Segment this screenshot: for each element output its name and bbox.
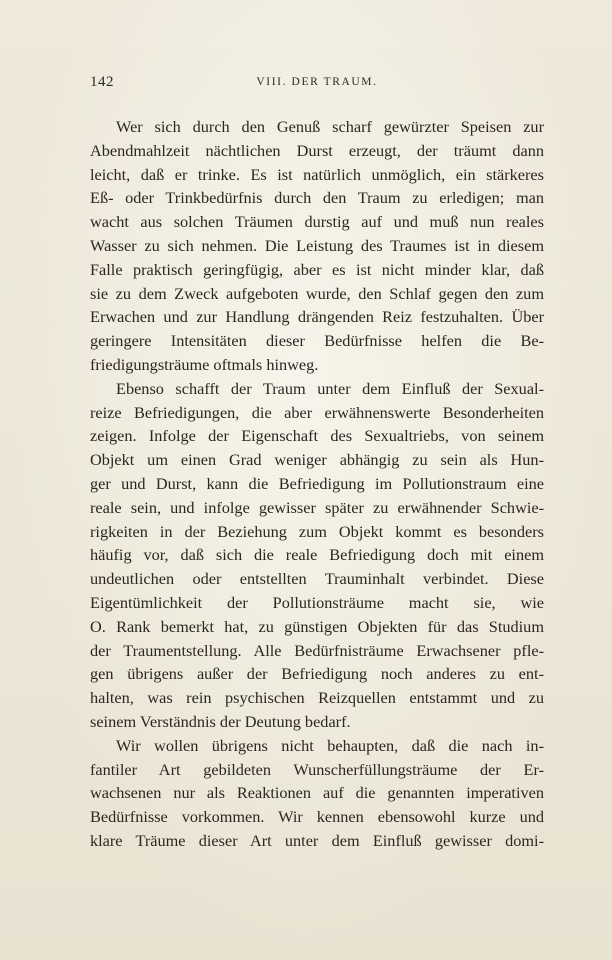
text-line: O. Rank bemerkt hat, zu günstigen Objekten für das Studium [90,616,544,636]
body-text [90,115,544,853]
text-line: sie zu dem Zweck aufgeboten wurde, den Schlaf gegen den zum [90,283,544,303]
text-line: fantiler Art gebildeten Wunscherfüllungsträume der Er- [90,759,544,779]
text-line: Wasser zu sich nehmen. Die Leistung des Traumes ist in diesem [90,235,544,255]
text-line: leicht, daß er trinke. Es ist natürlich unmöglich, ein stärkeres [90,164,544,184]
text-line: klare Träume dieser Art unter dem Einfluß gewisser domi- [90,830,544,850]
text-line: Abendmahlzeit nächtlichen Durst erzeugt, der träumt dann [90,140,544,160]
text-line: Eß- oder Trinkbedürfnis durch den Traum zu erledigen; man [90,188,544,208]
page-number: 142 [90,74,114,90]
text-line: gen übrigens außer der Befriedigung noch anderes zu ent- [90,664,544,684]
text-line: ger und Durst, kann die Befriedigung im Pollutionstraum eine [90,473,544,493]
text-line: Wer sich durch den Genuß scharf gewürzter Speisen zur [116,117,544,136]
text-line: Ebenso schafft der Traum unter dem Einfluß der Sexual- [116,378,544,398]
text-line: Objekt um einen Grad weniger abhängig zu sein als Hun- [90,450,544,470]
text-line: wachsenen nur als Reaktionen auf die genannten imperativen [90,783,544,803]
text-line: Erwachen und zur Handlung drängenden Reiz festzuhalten. Über [90,307,544,327]
text-line: zeigen. Infolge der Eigenschaft des Sexualtriebs, von seinem [90,426,544,446]
text-line: Falle praktisch geringfügig, aber es ist nicht minder klar, daß [90,259,544,279]
text-line: seinem Verständnis der Deutung bedarf. [90,711,351,731]
text-line: undeutlichen oder entstellten Trauminhalt verbindet. Diese [90,569,544,589]
text-line: der Traumentstellung. Alle Bedürfnisträume Erwachsener pfle- [90,640,544,660]
text-line: Bedürfnisse vorkommen. Wir kennen ebensowohl kurze und [90,807,544,827]
text-line: wacht aus solchen Träumen durstig auf und muß nun reales [90,212,544,232]
text-line: Wir wollen übrigens nicht behaupten, daß die nach in- [116,735,544,755]
paragraph-3 [90,734,544,853]
text-line: geringere Intensitäten dieser Bedürfnisse helfen die Be- [90,331,544,351]
text-line: reale sein, und infolge gewisser später zu erwähnender Schwie- [90,497,544,517]
chapter-title: VIII. DER TRAUM. [256,76,378,88]
text-line: halten, was rein psychischen Reizquellen entstammt und zu [90,688,544,708]
text-line: Eigentümlichkeit der Pollutionsträume macht sie, wie [90,592,544,612]
text-line: reize Befriedigungen, die aber erwähnenswerte Besonderheiten [90,402,544,422]
paragraph-2 [90,377,544,734]
text-line: friedigungsträume oftmals hinweg. [90,354,319,374]
text-line: häufig vor, daß sich die reale Befriedigung doch mit einem [90,545,544,565]
paragraph-1 [90,115,544,377]
text-line: rigkeiten in der Beziehung zum Objekt kommt es besonders [90,521,544,541]
running-head [90,74,544,94]
